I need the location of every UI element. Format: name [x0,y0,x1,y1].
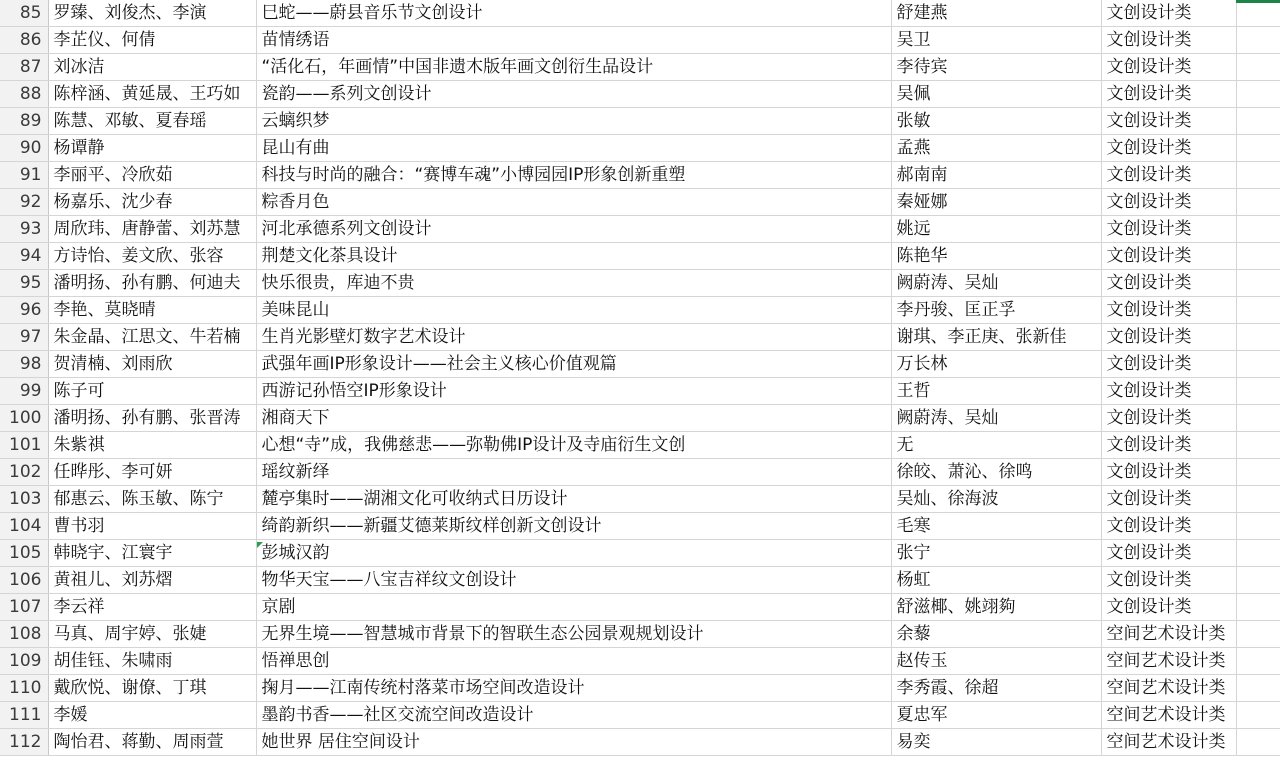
row-number[interactable]: 105 [0,540,48,567]
row-number[interactable]: 90 [0,135,48,162]
empty-cell[interactable] [1236,513,1280,540]
advisor-cell[interactable]: 姚远 [891,216,1101,243]
category-cell[interactable]: 文创设计类 [1101,54,1236,81]
empty-cell[interactable] [1236,405,1280,432]
table-row [0,216,1280,243]
row-number[interactable]: 94 [0,243,48,270]
authors-cell[interactable]: 周欣玮、唐静蕾、刘苏慧 [48,216,256,243]
authors-cell[interactable]: 陈子可 [48,378,256,405]
row-number[interactable]: 99 [0,378,48,405]
table-row [0,702,1280,729]
title-cell[interactable]: 彭城汉韵 [256,540,891,567]
authors-cell[interactable]: 李媛 [48,702,256,729]
category-cell[interactable]: 文创设计类 [1101,378,1236,405]
empty-cell[interactable] [1236,216,1280,243]
category-cell[interactable]: 文创设计类 [1101,513,1236,540]
title-cell[interactable]: 昆山有曲 [256,135,891,162]
empty-cell[interactable] [1236,135,1280,162]
row-number[interactable]: 110 [0,675,48,702]
advisor-cell[interactable]: 张敏 [891,108,1101,135]
row-number[interactable]: 88 [0,81,48,108]
title-cell[interactable]: 悟禅思创 [256,648,891,675]
category-cell[interactable]: 文创设计类 [1101,216,1236,243]
table-row [0,324,1280,351]
empty-cell[interactable] [1236,567,1280,594]
authors-cell[interactable]: 杨谭静 [48,135,256,162]
title-cell[interactable]: 科技与时尚的融合：“赛博车魂”小博园园IP形象创新重塑 [256,162,891,189]
advisor-cell[interactable]: 孟燕 [891,135,1101,162]
table-row [0,729,1280,756]
empty-cell[interactable] [1236,621,1280,648]
advisor-cell[interactable]: 秦娅娜 [891,189,1101,216]
table-row [0,513,1280,540]
authors-cell[interactable]: 李丽平、冷欣茹 [48,162,256,189]
authors-cell[interactable]: 方诗怡、姜文欣、张容 [48,243,256,270]
table-row [0,189,1280,216]
table-row [0,540,1280,567]
category-cell[interactable]: 空间艺术设计类 [1101,648,1236,675]
empty-cell[interactable] [1236,243,1280,270]
authors-cell[interactable]: 李艳、莫晓晴 [48,297,256,324]
row-number[interactable]: 111 [0,702,48,729]
advisor-cell[interactable]: 李秀霞、徐超 [891,675,1101,702]
advisor-cell[interactable]: 易奕 [891,729,1101,756]
row-number[interactable]: 89 [0,108,48,135]
category-cell[interactable]: 文创设计类 [1101,459,1236,486]
advisor-cell[interactable]: 吴卫 [891,27,1101,54]
row-number[interactable]: 85 [0,0,48,27]
empty-cell[interactable] [1236,81,1280,108]
advisor-cell[interactable]: 夏忠军 [891,702,1101,729]
advisor-cell[interactable]: 吴佩 [891,81,1101,108]
title-cell[interactable]: 瓷韵——系列文创设计 [256,81,891,108]
authors-cell[interactable]: 任晔彤、李可妍 [48,459,256,486]
table-row [0,486,1280,513]
row-number[interactable]: 98 [0,351,48,378]
table-row [0,567,1280,594]
authors-cell[interactable]: 贺清楠、刘雨欣 [48,351,256,378]
empty-cell[interactable] [1236,702,1280,729]
row-number[interactable]: 104 [0,513,48,540]
title-cell[interactable]: 粽香月色 [256,189,891,216]
advisor-cell[interactable]: 杨虹 [891,567,1101,594]
authors-cell[interactable]: 潘明扬、孙有鹏、张晋涛 [48,405,256,432]
table-row [0,459,1280,486]
category-cell[interactable]: 空间艺术设计类 [1101,729,1236,756]
row-number[interactable]: 106 [0,567,48,594]
row-number[interactable]: 112 [0,729,48,756]
authors-cell[interactable]: 陈梓涵、黄延晟、王巧如 [48,81,256,108]
category-cell[interactable]: 文创设计类 [1101,135,1236,162]
advisor-cell[interactable]: 谢琪、李正庚、张新佳 [891,324,1101,351]
row-number[interactable]: 95 [0,270,48,297]
advisor-cell[interactable]: 赵传玉 [891,648,1101,675]
title-cell[interactable]: 麓亭集时——湖湘文化可收纳式日历设计 [256,486,891,513]
title-cell[interactable]: 巳蛇——蔚县音乐节文创设计 [256,0,891,27]
advisor-cell[interactable]: 徐皎、萧沁、徐鸣 [891,459,1101,486]
category-cell[interactable]: 文创设计类 [1101,27,1236,54]
empty-cell[interactable] [1236,729,1280,756]
empty-cell[interactable] [1236,324,1280,351]
category-cell[interactable]: 空间艺术设计类 [1101,702,1236,729]
row-number[interactable]: 86 [0,27,48,54]
empty-cell[interactable] [1236,351,1280,378]
authors-cell[interactable]: 朱金晶、江思文、牛若楠 [48,324,256,351]
category-cell[interactable]: 文创设计类 [1101,432,1236,459]
title-cell[interactable]: 绮韵新织——新疆艾德莱斯纹样创新文创设计 [256,513,891,540]
advisor-cell[interactable]: 万长林 [891,351,1101,378]
title-cell[interactable]: 墨韵书香——社区交流空间改造设计 [256,702,891,729]
title-cell[interactable]: 掬月——江南传统村落菜市场空间改造设计 [256,675,891,702]
table-row [0,648,1280,675]
category-cell[interactable]: 空间艺术设计类 [1101,621,1236,648]
table-row [0,297,1280,324]
advisor-cell[interactable]: 王哲 [891,378,1101,405]
table-row [0,675,1280,702]
title-cell[interactable]: 美味昆山 [256,297,891,324]
authors-cell[interactable]: 刘冰洁 [48,54,256,81]
empty-cell[interactable] [1236,594,1280,621]
advisor-cell[interactable]: 吴灿、徐海波 [891,486,1101,513]
table-row [0,27,1280,54]
authors-cell[interactable]: 陶怡君、蒋勤、周雨萱 [48,729,256,756]
category-cell[interactable]: 文创设计类 [1101,405,1236,432]
title-cell[interactable]: 湘商天下 [256,405,891,432]
authors-cell[interactable]: 韩晓宇、江寰宇 [48,540,256,567]
title-cell[interactable]: “活化石，年画情”中国非遗木版年画文创衍生品设计 [256,54,891,81]
table-row [0,405,1280,432]
authors-cell[interactable]: 李云祥 [48,594,256,621]
category-cell[interactable]: 文创设计类 [1101,162,1236,189]
authors-cell[interactable]: 郁惠云、陈玉敏、陈宁 [48,486,256,513]
selection-indicator [1236,0,1280,3]
advisor-cell[interactable]: 阙蔚涛、吴灿 [891,405,1101,432]
empty-cell[interactable] [1236,54,1280,81]
table-row [0,81,1280,108]
table-row [0,378,1280,405]
title-cell[interactable]: 云螭织梦 [256,108,891,135]
advisor-cell[interactable]: 阙蔚涛、吴灿 [891,270,1101,297]
row-number[interactable]: 109 [0,648,48,675]
row-number[interactable]: 101 [0,432,48,459]
category-cell[interactable]: 文创设计类 [1101,297,1236,324]
category-cell[interactable]: 文创设计类 [1101,540,1236,567]
row-number[interactable]: 92 [0,189,48,216]
category-cell[interactable]: 文创设计类 [1101,270,1236,297]
table-row [0,54,1280,81]
category-cell[interactable]: 文创设计类 [1101,81,1236,108]
authors-cell[interactable]: 潘明扬、孙有鹏、何迪夫 [48,270,256,297]
table-row [0,351,1280,378]
authors-cell[interactable]: 胡佳钰、朱啸雨 [48,648,256,675]
title-cell[interactable]: 河北承德系列文创设计 [256,216,891,243]
empty-cell[interactable] [1236,0,1280,27]
row-number[interactable]: 97 [0,324,48,351]
empty-cell[interactable] [1236,540,1280,567]
title-cell[interactable]: 武强年画IP形象设计——社会主义核心价值观篇 [256,351,891,378]
row-number[interactable]: 103 [0,486,48,513]
title-cell[interactable]: 心想“寺”成，我佛慈悲——弥勒佛IP设计及寺庙衍生文创 [256,432,891,459]
table-row [0,162,1280,189]
empty-cell[interactable] [1236,486,1280,513]
empty-cell[interactable] [1236,459,1280,486]
authors-cell[interactable]: 李芷仪、何倩 [48,27,256,54]
table-row [0,135,1280,162]
advisor-cell[interactable]: 郝南南 [891,162,1101,189]
table-row [0,594,1280,621]
category-cell[interactable]: 空间艺术设计类 [1101,675,1236,702]
category-cell[interactable]: 文创设计类 [1101,324,1236,351]
empty-cell[interactable] [1236,378,1280,405]
category-cell[interactable]: 文创设计类 [1101,486,1236,513]
table-row [0,108,1280,135]
authors-cell[interactable]: 陈慧、邓敏、夏春瑶 [48,108,256,135]
empty-cell[interactable] [1236,675,1280,702]
title-cell[interactable]: 生肖光影壁灯数字艺术设计 [256,324,891,351]
title-cell[interactable]: 京剧 [256,594,891,621]
row-number[interactable]: 96 [0,297,48,324]
empty-cell[interactable] [1236,297,1280,324]
advisor-cell[interactable]: 李丹骏、匡正孚 [891,297,1101,324]
category-cell[interactable]: 文创设计类 [1101,351,1236,378]
cell-comment-marker [257,542,263,548]
table-row [0,270,1280,297]
empty-cell[interactable] [1236,162,1280,189]
empty-cell[interactable] [1236,432,1280,459]
category-cell[interactable]: 文创设计类 [1101,594,1236,621]
empty-cell[interactable] [1236,108,1280,135]
title-cell[interactable]: 苗情绣语 [256,27,891,54]
row-number[interactable]: 91 [0,162,48,189]
table-row [0,621,1280,648]
category-cell[interactable]: 文创设计类 [1101,108,1236,135]
advisor-cell[interactable]: 李待宾 [891,54,1101,81]
row-number[interactable]: 107 [0,594,48,621]
title-cell[interactable]: 西游记孙悟空IP形象设计 [256,378,891,405]
category-cell[interactable]: 文创设计类 [1101,243,1236,270]
category-cell[interactable]: 文创设计类 [1101,567,1236,594]
advisor-cell[interactable]: 舒建燕 [891,0,1101,27]
advisor-cell[interactable]: 无 [891,432,1101,459]
title-cell[interactable]: 物华天宝——八宝吉祥纹文创设计 [256,567,891,594]
title-cell[interactable]: 荆楚文化茶具设计 [256,243,891,270]
advisor-cell[interactable]: 陈艳华 [891,243,1101,270]
advisor-cell[interactable]: 余藜 [891,621,1101,648]
row-number[interactable]: 93 [0,216,48,243]
row-number[interactable]: 108 [0,621,48,648]
authors-cell[interactable]: 杨嘉乐、沈少春 [48,189,256,216]
category-cell[interactable]: 文创设计类 [1101,189,1236,216]
row-number[interactable]: 102 [0,459,48,486]
advisor-cell[interactable]: 毛寒 [891,513,1101,540]
empty-cell[interactable] [1236,27,1280,54]
title-cell[interactable]: 无界生境——智慧城市背景下的智联生态公园景观规划设计 [256,621,891,648]
advisor-cell[interactable]: 舒滋椰、姚翊夠 [891,594,1101,621]
authors-cell[interactable]: 朱紫祺 [48,432,256,459]
table-row [0,243,1280,270]
table-row [0,0,1280,27]
authors-cell[interactable]: 曹书羽 [48,513,256,540]
category-cell[interactable]: 文创设计类 [1101,0,1236,27]
row-number[interactable]: 100 [0,405,48,432]
authors-cell[interactable]: 戴欣悦、谢僚、丁琪 [48,675,256,702]
authors-cell[interactable]: 黄祖儿、刘苏熠 [48,567,256,594]
authors-cell[interactable]: 马真、周宇婷、张婕 [48,621,256,648]
empty-cell[interactable] [1236,189,1280,216]
empty-cell[interactable] [1236,270,1280,297]
authors-cell[interactable]: 罗臻、刘俊杰、李演 [48,0,256,27]
title-cell[interactable]: 她世界 居住空间设计 [256,729,891,756]
row-number[interactable]: 87 [0,54,48,81]
title-cell[interactable]: 快乐很贵，库迪不贵 [256,270,891,297]
advisor-cell[interactable]: 张宁 [891,540,1101,567]
empty-cell[interactable] [1236,648,1280,675]
title-cell[interactable]: 瑶纹新绎 [256,459,891,486]
table-row [0,432,1280,459]
